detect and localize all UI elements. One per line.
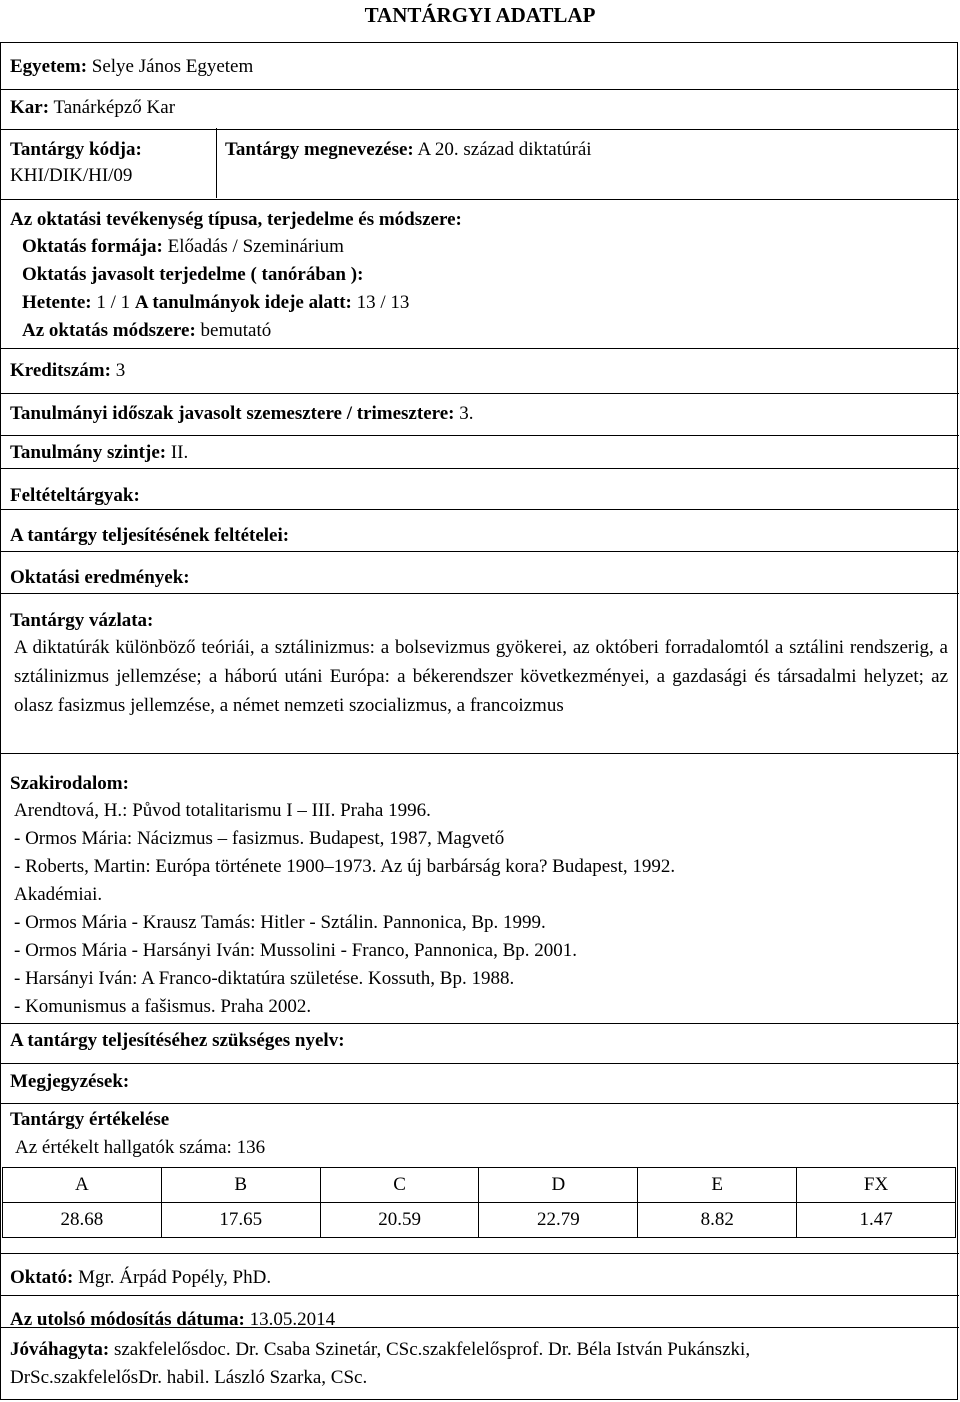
grade-percentage: 28.68 [3,1203,162,1238]
credits-label: Kreditszám: [10,360,111,381]
method-label: Az oktatás módszere: [22,320,196,341]
instructor-value: Mgr. Árpád Popély, PhD. [78,1267,272,1288]
semester-row [1,393,959,435]
last-modified-value: 13.05.2014 [249,1309,336,1330]
outcomes-row [1,551,959,593]
teaching-heading: Az oktatási tevékenység típusa, terjedelme és módszere: [10,209,462,230]
grade-percentage: 1.47 [797,1203,956,1238]
grade-percentage: 17.65 [161,1203,320,1238]
university-row [1,43,959,89]
level-value: II. [170,442,189,463]
literature-item: - Ormos Mária - Krausz Tamás: Hitler - Sztálin. Pannonica, Bp. 1999. [14,912,546,933]
approved-line-2: DrSc.szakfelelősDr. habil. László Szarka, CSc. [10,1367,368,1388]
notes-row [1,1063,959,1103]
course-row [1,129,959,199]
grade-percentage: 20.59 [320,1203,479,1238]
course-code-value: KHI/DIK/HI/09 [10,165,133,186]
grade-letter: A [3,1168,162,1203]
language-label: A tantárgy teljesítéséhez szükséges nyelv: [10,1030,345,1051]
approved-label: Jóváhagyta: [10,1339,110,1360]
literature-item: - Ormos Mária - Harsányi Iván: Mussolini - Franco, Pannonica, Bp. 2001. [14,940,578,961]
faculty-value: Tanárképző Kar [53,97,176,118]
course-code-label: Tantárgy kódja: [10,139,142,160]
grade-letter: E [638,1168,797,1203]
faculty-row [1,89,959,129]
grade-letter: C [320,1168,479,1203]
grade-header-row [3,1168,956,1203]
notes-label: Megjegyzések: [10,1071,130,1092]
literature-item: - Ormos Mária: Nácizmus – fasizmus. Budapest, 1987, Magvető [14,828,505,849]
grade-letter: D [479,1168,638,1203]
course-name-value: A 20. század diktatúrái [417,139,592,160]
approved-row [1,1327,959,1400]
instructor-row [1,1253,959,1293]
prerequisites-row [1,468,959,509]
grade-percentage: 22.79 [479,1203,638,1238]
credits-value: 3 [115,360,126,381]
grade-value-row [3,1203,956,1238]
requirements-label: A tantárgy teljesítésének feltételei: [10,525,290,546]
language-row [1,1023,959,1063]
semester-value: 3. [459,403,474,424]
course-row-divider [216,128,217,198]
method-value: bemutató [200,320,272,341]
faculty-label: Kar: [10,97,50,118]
university-value: Selye János Egyetem [91,56,254,77]
grade-letter: FX [797,1168,956,1203]
requirements-row [1,509,959,551]
grade-percentage: 8.82 [638,1203,797,1238]
document-title: TANTÁRGYI ADATLAP [364,3,596,27]
level-row [1,435,959,468]
period-label: A tanulmányok ideje alatt: [134,292,352,313]
evaluation-label: Tantárgy értékelése [10,1109,170,1130]
grades-table [2,1167,956,1238]
credits-row [1,348,959,393]
teaching-form-value: Előadás / Szeminárium [167,236,344,257]
course-name-label: Tantárgy megnevezése: [225,139,414,160]
literature-item: Akadémiai. [14,884,103,905]
literature-item: Arendtová, H.: Původ totalitarismu I – III. Praha 1996. [14,800,431,821]
literature-item: - Komunismus a fašismus. Praha 2002. [14,996,312,1017]
evaluated-count: Az értékelt hallgatók száma: 136 [15,1137,266,1158]
literature-section [1,753,959,1023]
semester-label: Tanulmányi időszak javasolt szemesztere / trimesztere: [10,403,455,424]
outline-text: A diktatúrák különböző teóriái, a sztálinizmus: a bolsevizmus gyökerei, az októberi forradalomtól a sztálini rendszerig, a sztálinizmus jellemzése; a háború utáni Európa: a békerendszer következményei, a gazdasági és társadalmi helyzet; az olasz fasizmus jellemzése, a német nemzeti szocializmus, a francoizmus [14,637,948,716]
last-modified-label: Az utolsó módosítás dátuma: [10,1309,245,1330]
approved-line-1: szakfelelősdoc. Dr. Csaba Szinetár, CSc.szakfelelősprof. Dr. Béla István Pukánszki, [113,1339,751,1360]
instructor-label: Oktató: [10,1267,74,1288]
outline-label: Tantárgy vázlata: [10,610,154,631]
literature-item: - Roberts, Martin: Európa története 1900–1973. Az új barbárság kora? Budapest, 1992. [14,856,676,877]
outcomes-label: Oktatási eredmények: [10,567,190,588]
literature-item: - Harsányi Iván: A Franco-diktatúra születése. Kossuth, Bp. 1988. [14,968,515,989]
weekly-value: 1 / 1 [96,292,131,313]
period-value: 13 / 13 [356,292,410,313]
teaching-form-label: Oktatás formája: [22,236,163,257]
level-label: Tanulmány szintje: [10,442,167,463]
university-label: Egyetem: [10,56,88,77]
literature-label: Szakirodalom: [10,773,129,794]
weekly-label: Hetente: [22,292,92,313]
prerequisites-label: Feltételtárgyak: [10,485,140,506]
grade-letter: B [161,1168,320,1203]
teaching-scope-heading: Oktatás javasolt terjedelme ( tanórában ): [22,264,364,285]
